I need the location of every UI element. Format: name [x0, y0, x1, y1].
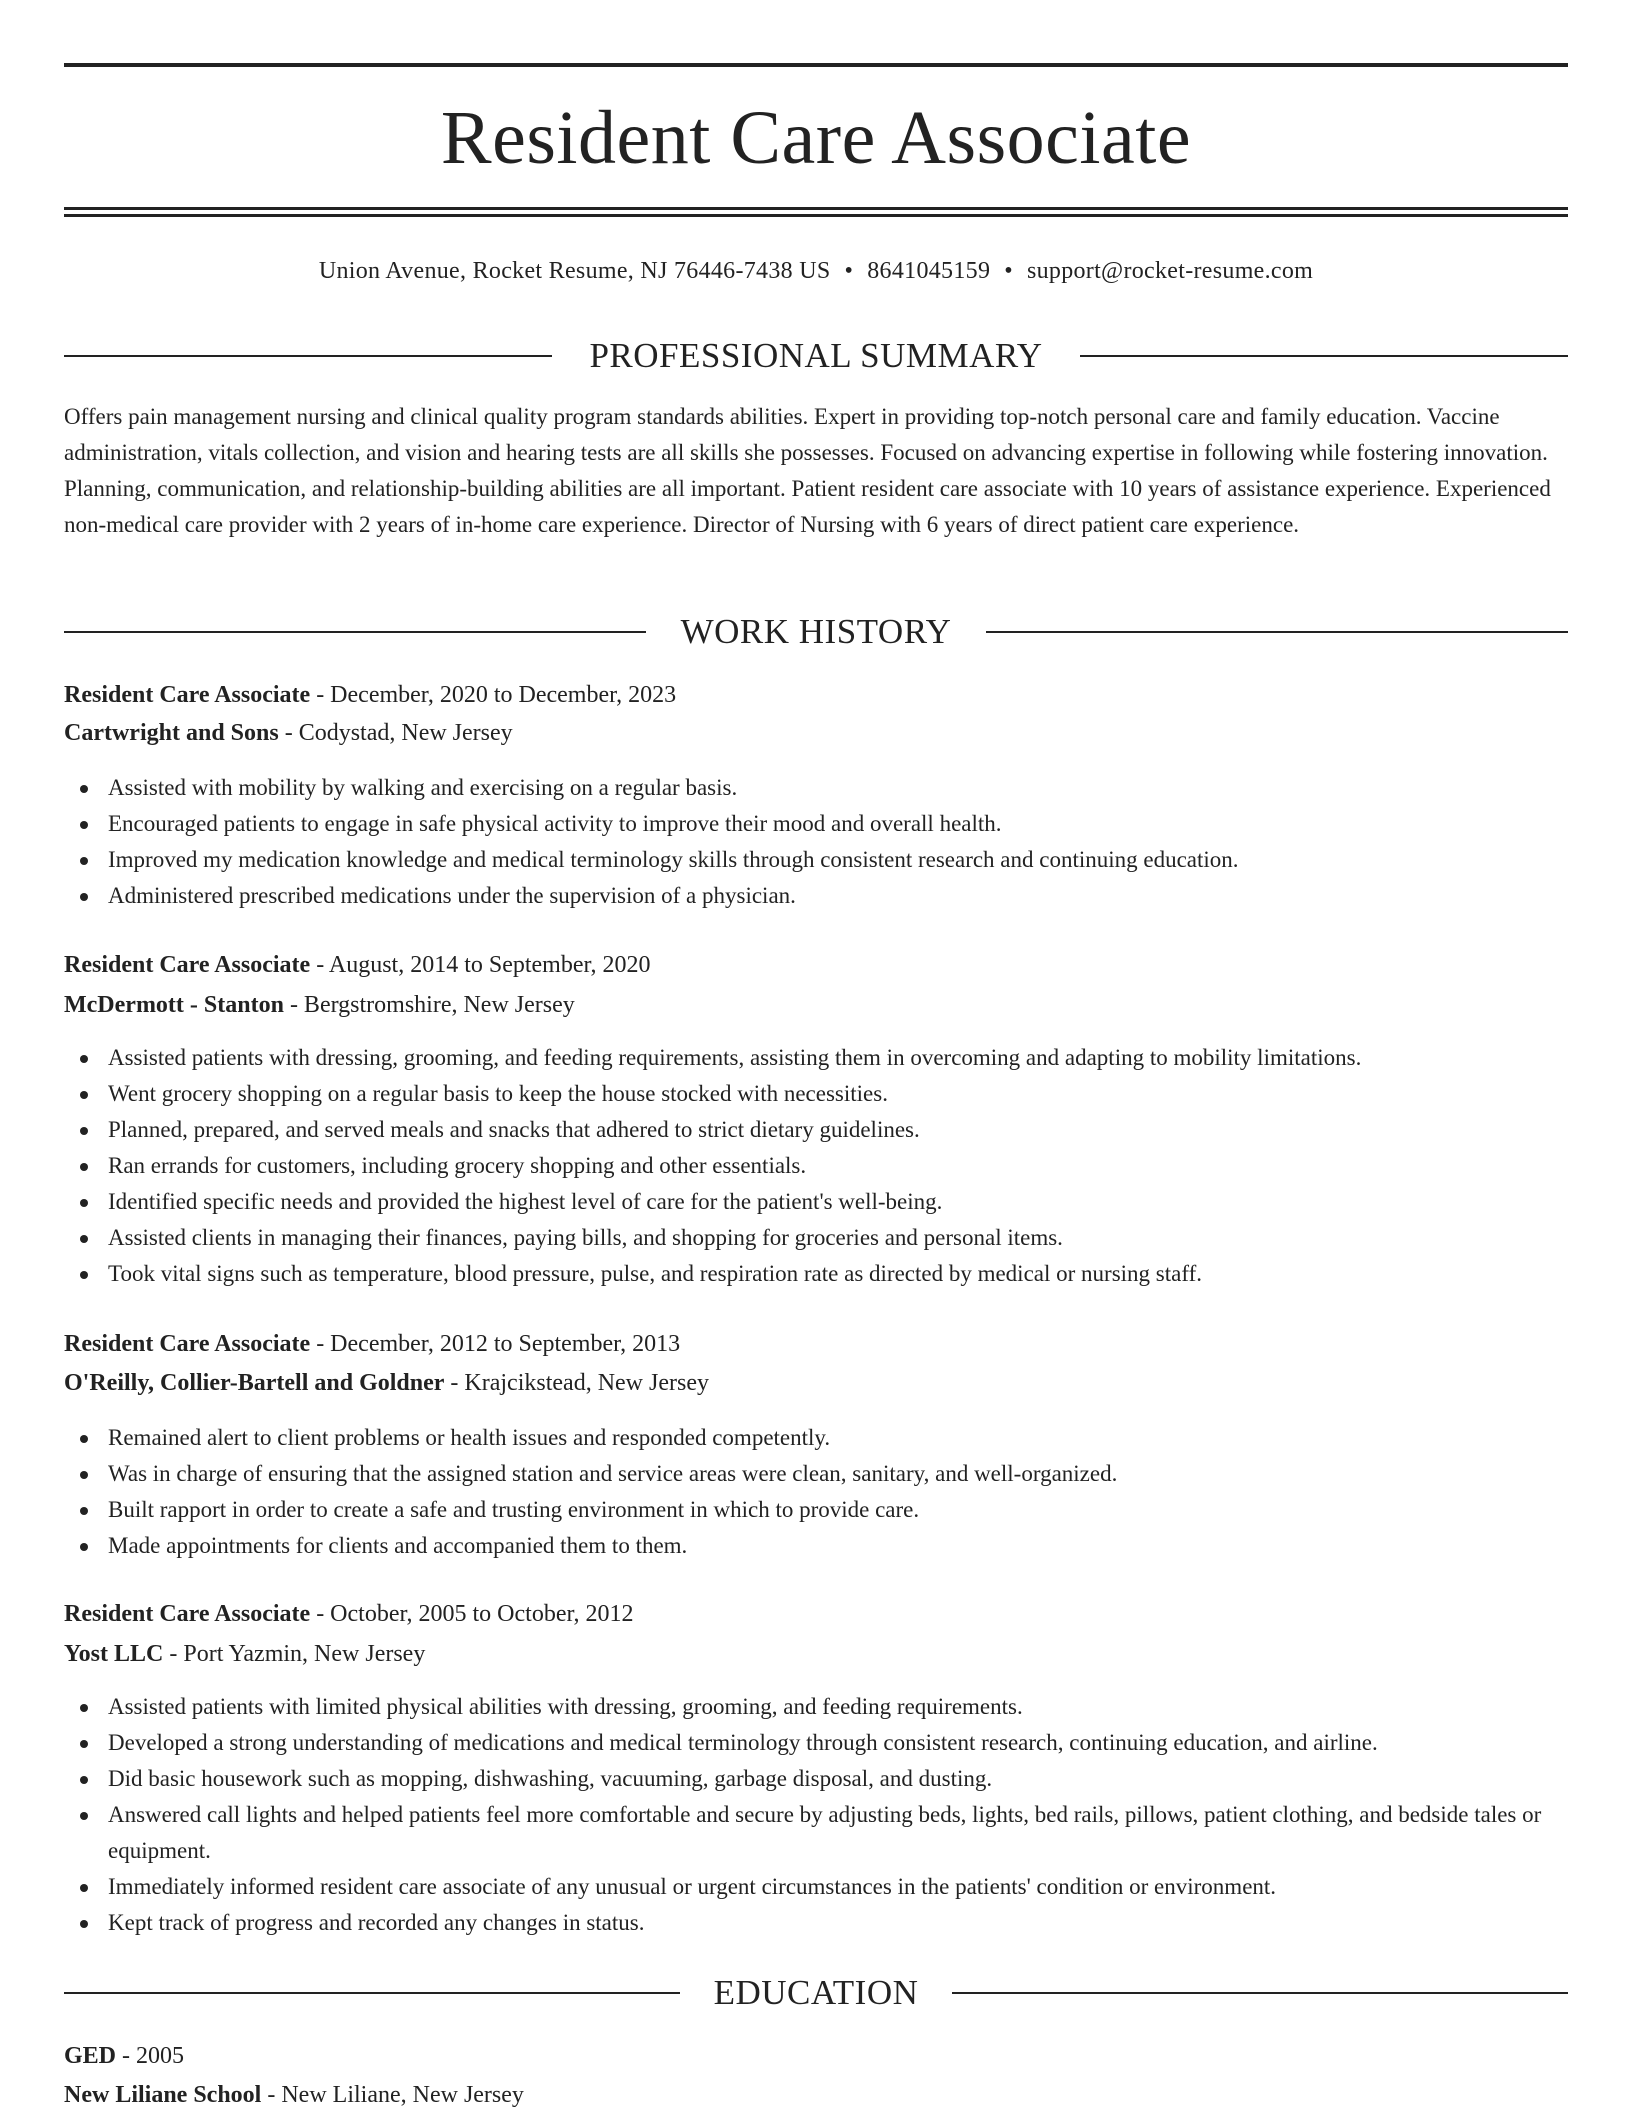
job-title-line: [64, 1327, 1568, 1361]
bullet-text: Went grocery shopping on a regular basis to keep the house stocked with necessities.: [108, 1081, 888, 1106]
bullet-dot: [80, 1199, 88, 1207]
job-bullets: [64, 1040, 1568, 1292]
bullet-dot: [80, 1507, 88, 1515]
bullet-text: Developed a strong understanding of medications and medical terminology through consistent research, continuing education, and airline.: [108, 1730, 1378, 1755]
job-company-line: [64, 1366, 1568, 1400]
job-company: O'Reilly, Collier-Bartell and Goldner: [64, 1370, 445, 1396]
bullet-item: [64, 1689, 1568, 1725]
section-title-summary: PROFESSIONAL SUMMARY: [589, 336, 1043, 375]
bullet-dot: [80, 1471, 88, 1479]
bullet-dot: [80, 785, 88, 793]
bullet-dot: [80, 1055, 88, 1063]
job-company-line: [64, 1637, 1568, 1671]
bullet-text: Was in charge of ensuring that the assigned station and service areas were clean, sanitary, and well-organized.: [108, 1461, 1118, 1486]
education-school-line: [64, 2078, 1568, 2112]
bullet-text: Assisted clients in managing their finances, paying bills, and shopping for groceries and personal items.: [108, 1225, 1063, 1250]
bullet-text: Encouraged patients to engage in safe physical activity to improve their mood and overall health.: [108, 811, 1002, 836]
job-title-line: [64, 948, 1568, 982]
job-company-line: [64, 988, 1568, 1022]
job-company: Yost LLC: [64, 1641, 164, 1667]
bullet-item: [64, 806, 1568, 842]
bullet-dot: [80, 1543, 88, 1551]
bullet-item: [64, 1725, 1568, 1761]
bullet-item: [64, 770, 1568, 806]
section-header-summary: [64, 334, 1568, 378]
job-title: Resident Care Associate: [64, 1601, 311, 1627]
bullet-dot: [80, 893, 88, 901]
bullet-text: Administered prescribed medications under the supervision of a physician.: [108, 883, 796, 908]
bullet-text: Ran errands for customers, including grocery shopping and other essentials.: [108, 1153, 807, 1178]
bullet-text: Assisted with mobility by walking and exercising on a regular basis.: [108, 775, 738, 800]
bullet-item: [64, 1076, 1568, 1112]
bullet-text: Identified specific needs and provided the highest level of care for the patient's well-being.: [108, 1189, 943, 1214]
bullet-dot: [80, 1704, 88, 1712]
bullet-item: [64, 1761, 1568, 1797]
header-top-rule: [64, 63, 1568, 67]
bullet-item: [64, 1040, 1568, 1076]
job-dates: - August, 2014 to September, 2020: [310, 952, 651, 978]
bullet-item: [64, 1456, 1568, 1492]
bullet-item: [64, 1528, 1568, 1564]
job-company: Cartwright and Sons: [64, 720, 279, 746]
job-title-line: [64, 678, 1568, 712]
bullet-dot: [80, 1127, 88, 1135]
section-title-education: EDUCATION: [713, 1973, 919, 2012]
education-year: - 2005: [116, 2043, 185, 2069]
job-bullets: [64, 1420, 1568, 1564]
bullet-text: Kept track of progress and recorded any changes in status.: [108, 1910, 645, 1935]
section-header-work: [64, 610, 1568, 654]
contact-address: Union Avenue, Rocket Resume, NJ 76446-7438 US: [318, 258, 831, 284]
bullet-item: [64, 1492, 1568, 1528]
bullet-item: [64, 842, 1568, 878]
summary-paragraph: Offers pain management nursing and clinical quality program standards abilities. Expert in providing top-notch personal care and family education. Vaccine administration, vitals collection, and vision and hearing tests are all skills she possesses. Focused on advancing expertise in following while fostering innovation. Planning, communication, and relationship-building abilities are all important. Patient resident care associate with 10 years of assistance experience. Experienced non-medical care provider with 2 years of in-home care experience. Director of Nursing with 6 years of direct patient care experience.: [64, 404, 1551, 537]
contact-phone: 8641045159: [867, 258, 991, 284]
contact-separator: •: [1004, 258, 1013, 284]
bullet-item: [64, 1184, 1568, 1220]
job-location: - Krajcikstead, New Jersey: [444, 1370, 709, 1396]
bullet-dot: [80, 1884, 88, 1892]
bullet-dot: [80, 1920, 88, 1928]
bullet-dot: [80, 1776, 88, 1784]
bullet-dot: [80, 1271, 88, 1279]
job-location: - Bergstromshire, New Jersey: [283, 992, 575, 1018]
education-school: New Liliane School: [64, 2082, 262, 2108]
bullet-item: [64, 1797, 1568, 1869]
bullet-item: [64, 1112, 1568, 1148]
bullet-item: [64, 878, 1568, 914]
bullet-text: Planned, prepared, and served meals and snacks that adhered to strict dietary guidelines.: [108, 1117, 920, 1142]
job-title-line: [64, 1597, 1568, 1631]
bullet-dot: [80, 1740, 88, 1748]
bullet-dot: [80, 1163, 88, 1171]
job-dates: - December, 2012 to September, 2013: [310, 1331, 681, 1357]
job-company: McDermott - Stanton: [64, 992, 284, 1018]
bullet-item: [64, 1148, 1568, 1184]
bullet-dot: [80, 821, 88, 829]
section-title-work: WORK HISTORY: [680, 612, 952, 651]
bullet-dot: [80, 1812, 88, 1820]
section-header-education: [64, 1971, 1568, 2015]
bullet-text: Assisted patients with dressing, grooming, and feeding requirements, assisting them in overcoming and adapting to mobility limitations.: [108, 1045, 1362, 1070]
bullet-item: [64, 1905, 1568, 1941]
education-degree: GED: [64, 2043, 117, 2069]
bullet-dot: [80, 1091, 88, 1099]
bullet-text: Made appointments for clients and accompanied them to them.: [108, 1533, 688, 1558]
job-location: - Codystad, New Jersey: [278, 720, 513, 746]
job-title: Resident Care Associate: [64, 682, 311, 708]
job-bullets: [64, 1689, 1568, 1941]
job-title: Resident Care Associate: [64, 1331, 311, 1357]
job-title: Resident Care Associate: [64, 952, 311, 978]
job-dates: - December, 2020 to December, 2023: [310, 682, 677, 708]
bullet-item: [64, 1256, 1568, 1292]
bullet-text: Immediately informed resident care associate of any unusual or urgent circumstances in the patients' condition or environment.: [108, 1874, 1277, 1899]
bullet-text: Assisted patients with limited physical abilities with dressing, grooming, and feeding requirements.: [108, 1694, 1023, 1719]
job-dates: - October, 2005 to October, 2012: [310, 1601, 634, 1627]
header-double-rule: [64, 207, 1568, 217]
bullet-item: [64, 1220, 1568, 1256]
contact-separator: •: [844, 258, 854, 284]
bullet-dot: [80, 857, 88, 865]
bullet-text: Did basic housework such as mopping, dishwashing, vacuuming, garbage disposal, and dusting.: [108, 1766, 993, 1791]
job-company-line: [64, 716, 1568, 750]
job-location: - Port Yazmin, New Jersey: [163, 1641, 426, 1667]
bullet-text: Answered call lights and helped patients feel more comfortable and secure by adjusting beds, lights, bed rails, pillows, patient clothing, and bedside tales or equipment.: [108, 1802, 1542, 1863]
contact-line: [64, 255, 1568, 287]
bullet-text: Took vital signs such as temperature, blood pressure, pulse, and respiration rate as directed by medical or nursing staff.: [108, 1261, 1202, 1286]
bullet-dot: [80, 1235, 88, 1243]
resume-title: Resident Care Associate: [440, 96, 1192, 180]
education-degree-line: [64, 2039, 1568, 2073]
bullet-dot: [80, 1435, 88, 1443]
bullet-item: [64, 1420, 1568, 1456]
education-location: - New Liliane, New Jersey: [261, 2082, 524, 2108]
bullet-text: Remained alert to client problems or health issues and responded competently.: [108, 1425, 831, 1450]
bullet-item: [64, 1869, 1568, 1905]
bullet-text: Improved my medication knowledge and medical terminology skills through consistent research and continuing education.: [108, 847, 1239, 872]
job-bullets: [64, 770, 1568, 914]
bullet-text: Built rapport in order to create a safe and trusting environment in which to provide care.: [108, 1497, 920, 1522]
contact-email: support@rocket-resume.com: [1026, 258, 1314, 284]
